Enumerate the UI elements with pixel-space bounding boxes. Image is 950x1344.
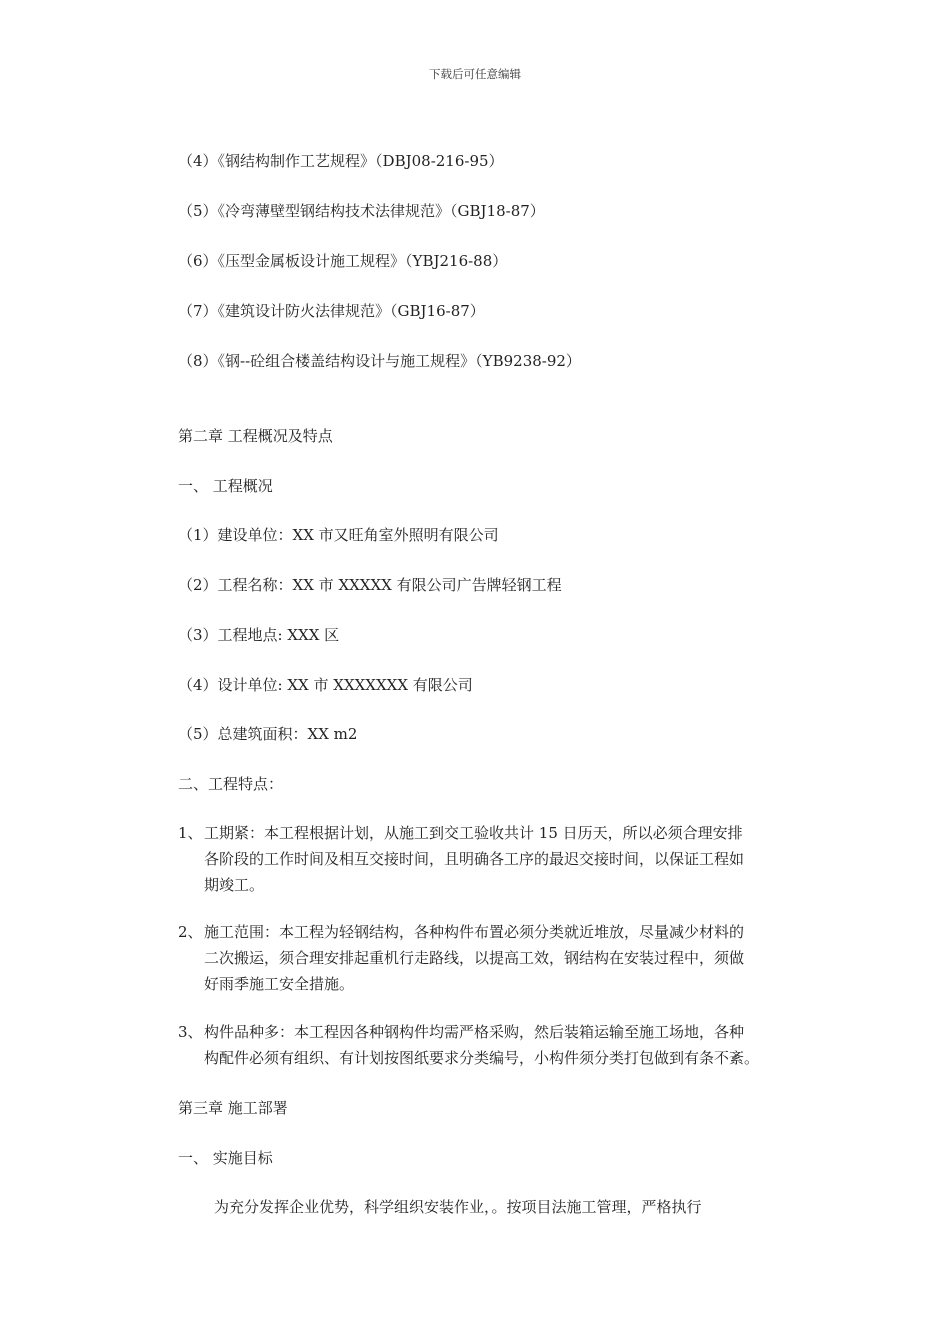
chapter-title: 第三章 施工部署	[178, 1099, 288, 1117]
overview-item: （1）建设单位：XX 市又旺角室外照明有限公司	[178, 526, 499, 544]
reference-item: （6）《压型金属板设计施工规程》（YBJ216-88）	[178, 252, 508, 270]
overview-item: （5）总建筑面积：XX m2	[178, 725, 358, 743]
reference-item: （8）《钢--砼组合楼盖结构设计与施工规程》（YB9238-92）	[178, 352, 581, 370]
chapter-title: 第二章 工程概况及特点	[178, 427, 333, 445]
feature-text: 构配件必须有组织、有计划按图纸要求分类编号，小构件须分类打包做到有条不紊。	[204, 1049, 760, 1067]
reference-item: （4）《钢结构制作工艺规程》（DBJ08-216-95）	[178, 152, 504, 170]
feature-number: 3、	[178, 1023, 203, 1041]
feature-text: 构件品种多：本工程因各种钢构件均需严格采购，然后装箱运输至施工场地，各种	[204, 1023, 745, 1041]
body-paragraph: 为充分发挥企业优势，科学组织安装作业，。按项目法施工管理，严格执行	[214, 1198, 702, 1216]
overview-item: （2）工程名称：XX 市 XXXXX 有限公司广告牌轻钢工程	[178, 576, 562, 594]
overview-item: （3）工程地点: XXX 区	[178, 626, 340, 644]
reference-item: （7）《建筑设计防火法律规范》（GBJ16-87）	[178, 302, 485, 320]
feature-text: 工期紧：本工程根据计划，从施工到交工验收共计 15 日历天，所以必须合理安排	[204, 824, 743, 842]
feature-text: 二次搬运，须合理安排起重机行走路线，以提高工效，钢结构在安装过程中，须做	[204, 949, 745, 967]
section-heading: 二、工程特点：	[178, 775, 284, 793]
feature-number: 1、	[178, 824, 203, 842]
feature-item	[178, 820, 838, 898]
reference-item: （5）《冷弯薄壁型钢结构技术法律规范》（GBJ18-87）	[178, 202, 545, 220]
feature-item	[178, 1019, 838, 1071]
feature-text: 施工范围：本工程为轻钢结构，各种构件布置必须分类就近堆放，尽量减少材料的	[204, 923, 745, 941]
feature-text: 期竣工。	[204, 876, 265, 894]
feature-number: 2、	[178, 923, 203, 941]
section-heading: 一、 实施目标	[178, 1149, 273, 1167]
page-header: 下载后可任意编辑	[429, 67, 521, 81]
overview-item: （4）设计单位: XX 市 XXXXXXX 有限公司	[178, 676, 473, 694]
feature-text: 各阶段的工作时间及相互交接时间，且明确各工序的最迟交接时间，以保证工程如	[204, 850, 745, 868]
feature-text: 好雨季施工安全措施。	[204, 975, 355, 993]
section-heading: 一、 工程概况	[178, 477, 273, 495]
feature-item	[178, 919, 838, 997]
